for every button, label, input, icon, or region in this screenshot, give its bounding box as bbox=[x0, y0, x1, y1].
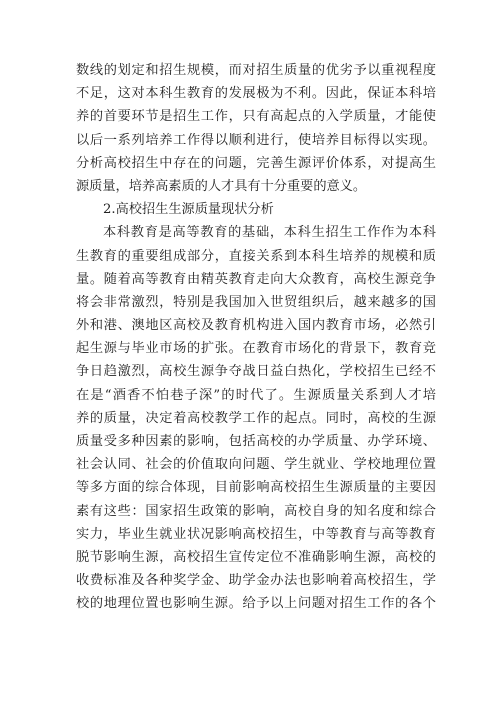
text-line: 社会认同、社会的价值取向问题、学生就业、学校地理位置 bbox=[76, 457, 436, 473]
text-line: 等多方面的综合体现，目前影响高校招生生源质量的主要因 bbox=[76, 480, 436, 496]
text-line: 量。随着高等教育由精英教育走向大众教育，高校生源竞争 bbox=[76, 271, 436, 287]
text-line: 争日趋激烈，高校生源争夺战日益白热化，学校招生已经不 bbox=[76, 364, 436, 380]
text-line: 生教育的重要组成部分，直接关系到本科生培养的规模和质 bbox=[76, 248, 436, 264]
text-line: 数线的划定和招生规模，而对招生质量的优劣予以重视程度 bbox=[76, 63, 436, 78]
text-line: 养的首要环节是招生工作，只有高起点的入学质量，才能使 bbox=[76, 109, 436, 125]
text-line: 养的质量，决定着高校教学工作的起点。同时，高校的生源 bbox=[76, 410, 436, 426]
text-line: 不足，这对本科生教育的发展极为不利。因此，保证本科培 bbox=[76, 86, 436, 102]
text-line: 实力，毕业生就业状况影响高校招生，中等教育与高等教育 bbox=[76, 526, 436, 542]
paragraph-analysis bbox=[76, 221, 436, 615]
text-line: 质量受多种因素的影响，包括高校的办学质量、办学环境、 bbox=[76, 434, 436, 449]
document-body bbox=[76, 59, 436, 616]
text-line: 将会非常激烈，特别是我国加入世贸组织后，越来越多的国 bbox=[76, 294, 436, 310]
text-line: 本科教育是高等教育的基础，本科生招生工作作为本科 bbox=[103, 225, 436, 241]
text-line: 素有这些：国家招生政策的影响，高校自身的知名度和综合 bbox=[76, 503, 436, 519]
text-line: 校的地理位置也影响生源。给予以上问题对招生工作的各个 bbox=[76, 596, 436, 612]
text-line: 外和港、澳地区高校及教育机构进入国内教育市场，必然引 bbox=[76, 318, 436, 334]
text-line: 源质量，培养高素质的人才具有十分重要的意义。 bbox=[76, 178, 367, 194]
section-heading-text: 2.高校招生生源质量现状分析 bbox=[103, 202, 274, 218]
text-line: 在是“酒香不怕巷子深”的时代了。生源质量关系到人才培 bbox=[76, 387, 436, 403]
section-heading bbox=[76, 198, 436, 221]
text-line: 起生源与毕业市场的扩张。在教育市场化的背景下，教育竞 bbox=[76, 341, 436, 357]
text-line: 收费标准及各种奖学金、助学金办法也影响着高校招生，学 bbox=[76, 573, 436, 589]
text-line: 以后一系列培养工作得以顺利进行，使培养目标得以实现。 bbox=[76, 132, 436, 148]
text-line: 分析高校招生中存在的问题，完善生源评价体系，对提高生 bbox=[76, 155, 436, 171]
text-line: 脱节影响生源，高校招生宣传定位不准确影响生源，高校的 bbox=[76, 549, 436, 565]
paragraph-intro bbox=[76, 59, 436, 198]
